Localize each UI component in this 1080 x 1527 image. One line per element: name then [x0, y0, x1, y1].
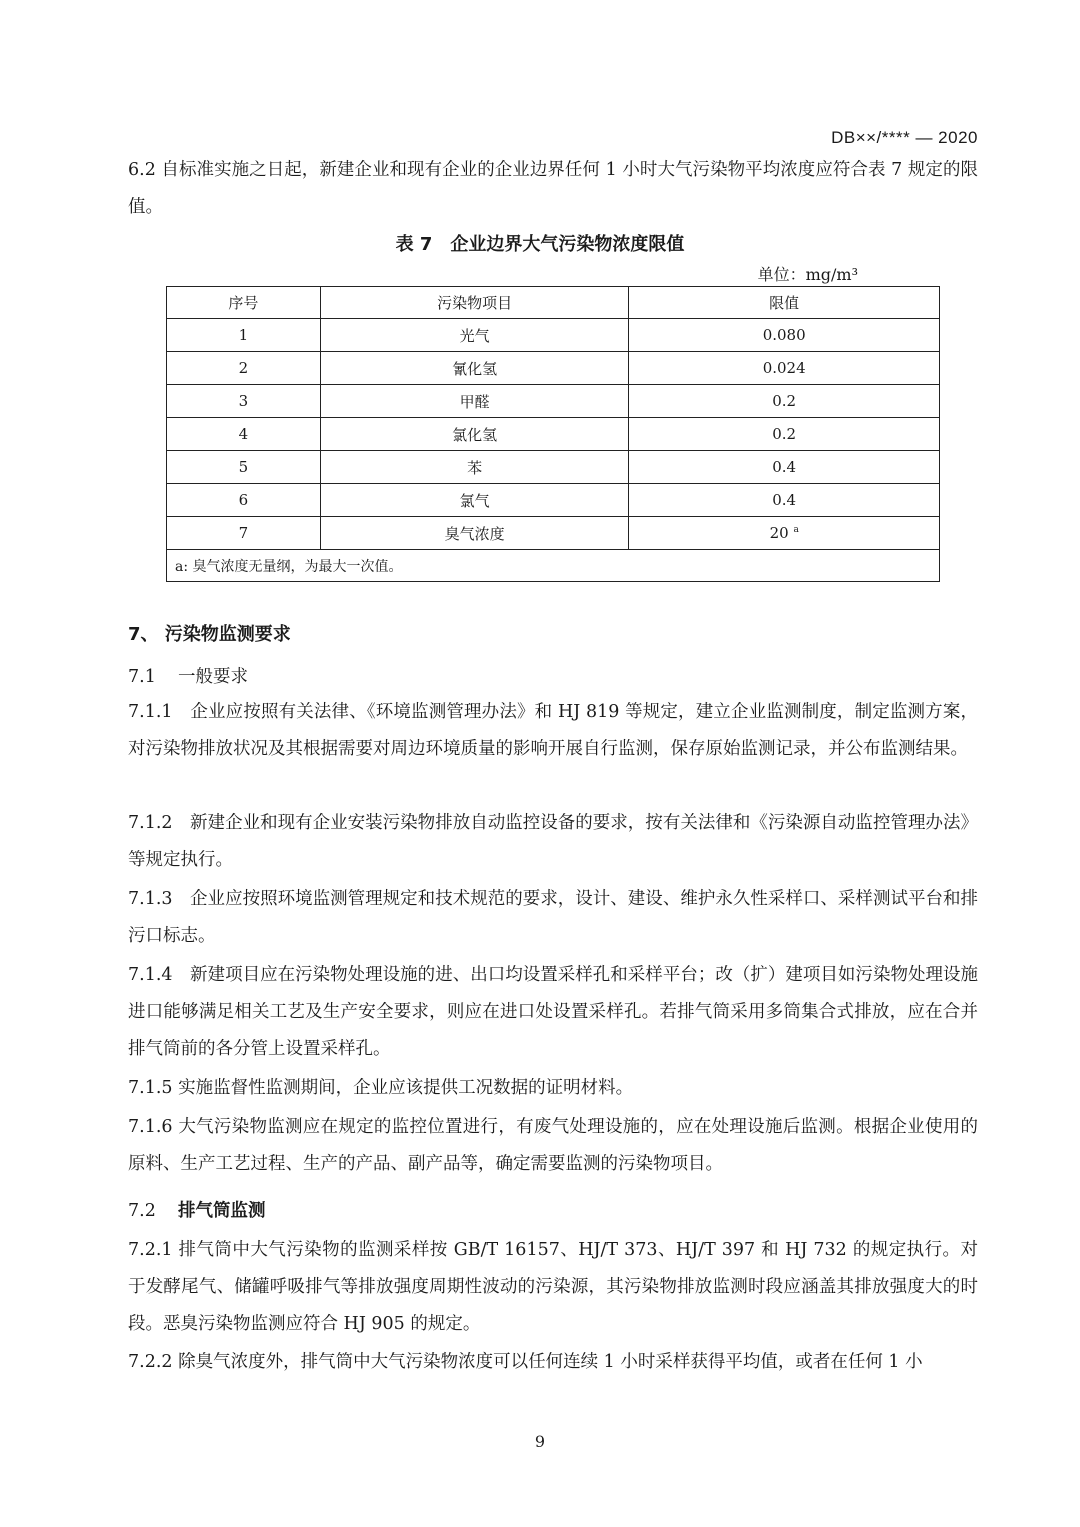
limit-value: 0.4 — [629, 451, 940, 484]
pollutant-name: 氰化氢 — [320, 352, 629, 385]
column-header: 限值 — [629, 287, 940, 319]
section-title: 排气筒监测 — [178, 1201, 266, 1221]
paragraph-7-2-1: 7.2.1 排气筒中大气污染物的监测采样按 GB/T 16157、HJ/T 373、HJ/T 397 和 HJ 732 的规定执行。对于发酵尾气、储罐呼吸排气等排放强度周期性波动的污染源，其污染物排放监测时段应涵盖其排放强度大的时段。恶臭污染物监测应符合 HJ 905 的规定。 — [128, 1240, 978, 1334]
table-header-row — [167, 287, 940, 319]
row-number: 3 — [167, 385, 321, 418]
paragraph-7-1-5: 7.1.5 实施监督性监测期间，企业应该提供工况数据的证明材料。 — [128, 1078, 634, 1098]
limits-table — [166, 286, 940, 582]
pollutant-name: 氯化氢 — [320, 418, 629, 451]
column-header: 污染物项目 — [320, 287, 629, 319]
document-code: DB××/**** — 2020 — [831, 128, 978, 147]
limit-value: 0.2 — [629, 385, 940, 418]
column-header: 序号 — [167, 287, 321, 319]
limit-value — [629, 517, 940, 550]
pollutant-name: 光气 — [320, 319, 629, 352]
row-number: 5 — [167, 451, 321, 484]
section-number: 7.2 — [128, 1201, 156, 1221]
pollutant-name: 甲醛 — [320, 385, 629, 418]
paragraph-7-1-1: 7.1.1 企业应按照有关法律、《环境监测管理办法》和 HJ 819 等规定，建立企业监测制度，制定监测方案，对污染物排放状况及其根据需要对周边环境质量的影响开展自行监测，保存原始监测记录，并公布监测结果。 — [128, 702, 978, 759]
pollutant-name: 臭气浓度 — [320, 517, 629, 550]
section-number: 7.1 — [128, 667, 156, 687]
limit-value: 0.4 — [629, 484, 940, 517]
table-unit: 单位：mg/m³ — [757, 265, 858, 284]
page-number: 9 — [534, 1432, 546, 1451]
table-title: 表 7 企业边界大气污染物浓度限值 — [395, 234, 685, 255]
row-number: 4 — [167, 418, 321, 451]
section-title: 一般要求 — [178, 667, 248, 687]
table-footnote: a: 臭气浓度无量纲，为最大一次值。 — [167, 550, 940, 582]
table-row — [167, 517, 940, 550]
section-7-heading: 7、 污染物监测要求 — [128, 624, 291, 645]
row-number: 2 — [167, 352, 321, 385]
section-7-1-heading — [128, 663, 248, 688]
table-note-row — [167, 550, 940, 582]
paragraph-7-2-2: 7.2.2 除臭气浓度外，排气筒中大气污染物浓度可以任何连续 1 小时采样获得平均值，或者在任何 1 小 — [128, 1352, 923, 1372]
limit-value: 0.080 — [629, 319, 940, 352]
table-row — [167, 418, 940, 451]
table-row — [167, 451, 940, 484]
paragraph-7-1-2: 7.1.2 新建企业和现有企业安装污染物排放自动监控设备的要求，按有关法律和《污染源自动监控管理办法》等规定执行。 — [128, 813, 978, 870]
table-row — [167, 385, 940, 418]
row-number: 1 — [167, 319, 321, 352]
paragraph-7-1-3: 7.1.3 企业应按照环境监测管理规定和技术规范的要求，设计、建设、维护永久性采样口、采样测试平台和排污口标志。 — [128, 889, 978, 946]
paragraph-7-1-6: 7.1.6 大气污染物监测应在规定的监控位置进行，有废气处理设施的，应在处理设施后监测。根据企业使用的原料、生产工艺过程、生产的产品、副产品等，确定需要监测的污染物项目。 — [128, 1117, 978, 1174]
limit-value-text: 20 — [769, 524, 789, 542]
row-number: 7 — [167, 517, 321, 550]
row-number: 6 — [167, 484, 321, 517]
limit-value: 0.2 — [629, 418, 940, 451]
section-7-2-heading — [128, 1197, 266, 1222]
table-row — [167, 352, 940, 385]
paragraph-6-2: 6.2 自标准实施之日起，新建企业和现有企业的企业边界任何 1 小时大气污染物平均浓度应符合表 7 规定的限值。 — [128, 160, 978, 217]
paragraph-7-1-4: 7.1.4 新建项目应在污染物处理设施的进、出口均设置采样孔和采样平台；改（扩）建项目如污染物处理设施进口能够满足相关工艺及生产安全要求，则应在进口处设置采样孔。若排气筒采用多筒集合式排放，应在合并排气筒前的各分管上设置采样孔。 — [128, 965, 978, 1059]
table-row — [167, 319, 940, 352]
limit-value: 0.024 — [629, 352, 940, 385]
pollutant-name: 苯 — [320, 451, 629, 484]
pollutant-name: 氯气 — [320, 484, 629, 517]
table-row — [167, 484, 940, 517]
footnote-marker: a — [793, 525, 799, 535]
